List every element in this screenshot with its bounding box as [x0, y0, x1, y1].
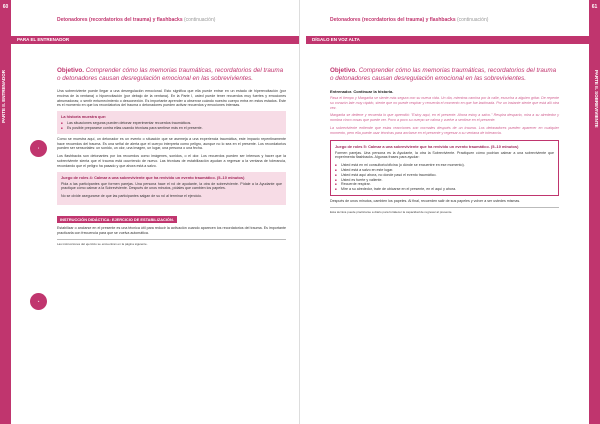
- right-running-head: [330, 17, 488, 23]
- right-closing: Después de unos minutos, cambien los papeles. Al final, recuerden salir de sus papeles y volver a ser ustedes mismas.: [330, 198, 521, 203]
- right-phrase-item: ■ Mire a su alrededor, trate de ubicarse en el presente, en el aquí y ahora.: [335, 187, 554, 192]
- left-practice-time: (5–10 minutos): [216, 174, 245, 180]
- right-story-1: Pasa el tiempo y Margarita se siente más segura con su nueva vida. Un día, mientras camina por la calle, escucha a alguien gritar. De repente su corazón late muy rápido, siente que no puede respirar y recuerda el momento en que fue lastimada. Por un instante siente que está allí otra vez.: [330, 96, 559, 110]
- right-running-title: Detonadores (recordatorios del trauma) y flashbacks: [330, 17, 456, 23]
- left-section-tab: [0, 0, 11, 424]
- left-page-number: 60: [2, 4, 9, 10]
- left-objective-label: Objetivo.: [57, 67, 84, 74]
- left-history-item: ■ Es posible prepararse contra ellas usando técnicas para sentirse más en el presente.: [61, 126, 282, 131]
- left-paragraph-3: Los flashbacks son detonantes por los recuerdos como imágenes, sonidos, o el olor. Los recuerdos pueden ser intensos y hacer que la sobreviviente sienta que el trauma está ocurriendo de nuevo. Las técnicas de estabilización ayudan a regresar a la ventana de tolerancia, recordando que el peligro ha pasado y que ahora está a salvo.: [57, 154, 286, 168]
- right-story-3: La sobreviviente entiende que estas reacciones son normales después de un trauma. Los detonadores pueden aparecer en cualquier momento, pero ella puede usar técnicas para anclarse en el presente y regresar a su ventana de tolerancia.: [330, 125, 559, 135]
- left-paragraph-4: Estabilizar o anclarse en el presente es una técnica útil para reducir la activación cuando aparecen los recordatorios del trauma. Es importante practicarla con frecuencia para que se vuelva automática.: [57, 225, 286, 235]
- left-practice-note: No se olvide asegurarse de que las participantes salgan de su rol al terminar el ejercicio.: [61, 194, 203, 199]
- left-practice-box: [57, 172, 286, 205]
- right-practice-title: [335, 144, 554, 149]
- left-history-box: [57, 111, 286, 134]
- right-column: [330, 67, 559, 214]
- left-practice-text: Pida a las participantes que formen parejas. Una persona hace el rol de ayudante, la otra de sobreviviente. Pídale a la Ayudante que practique cómo calmar a la Sobreviviente. Después de unos minutos, pídales que cambien los papeles.: [61, 181, 282, 191]
- right-story-2: Margarita se detiene y recuerda lo que aprendió: "Estoy aquí, en el presente. Ahora estoy a salvo." Respira despacio, mira a su alrededor y nombra cinco cosas que puede ver. Poco a poco su cuerpo se calma y vuelve a sentirse en el presente.: [330, 113, 559, 123]
- right-footnote: Esta técnica puede practicarse a diario para fortalecer la capacidad de regresar al presente.: [330, 207, 559, 214]
- left-paragraph-1: Una sobreviviente puede llegar a una desregulación emocional. Esto significa que ella puede entrar en un estado de hiperexcitación (por encima de la ventana) o hipoexcitación (por debajo de la ventana). En la Parte I, usted puede tener recuerdos muy fuertes y emociones abrumadoras; o sentir entumecimiento o desconexión. Es importante aprender a observar cuándo nuestro cuerpo entra en estos estados. Este es el momento en que los recordatorios del trauma o detonadores pueden activar recuerdos y emociones intensas.: [57, 89, 286, 108]
- left-objective: [57, 67, 286, 83]
- left-running-head: [57, 17, 215, 23]
- right-page: [300, 0, 600, 424]
- right-phrase-item: ■ Usted está aquí ahora, no donde pasó el evento traumático.: [335, 173, 554, 178]
- right-tab-label: PARTE II. SOBREVIVIENTE: [594, 70, 599, 128]
- right-practice-title-text: Juego de roles 5: Calmar a una sobreviviente que ha revivido un evento traumático.: [335, 143, 490, 149]
- right-practice-text: Formen parejas. Una persona es la Ayudante, la otra la Sobreviviente. Practiquen cómo podrían calmar a una sobreviviente que experimenta flashbacks. Algunas frases para ayudar:: [335, 150, 554, 160]
- left-footnote: Las instrucciones del ejercicio se encuentran en la página siguiente.: [57, 239, 286, 246]
- left-practice-title: [61, 175, 282, 180]
- left-running-title: Detonadores (recordatorios del trauma) y flashbacks: [57, 17, 183, 23]
- right-running-sub: (continuación): [456, 17, 489, 23]
- left-column: [57, 67, 286, 246]
- right-section-tab: [589, 0, 600, 424]
- right-phrase-item: ■ Recuerde respirar.: [335, 182, 554, 187]
- right-phrase-item: ■ Usted está en mi consultorio/oficina (o dónde se encuentre en ese momento).: [335, 163, 554, 168]
- left-history-item: ■ Las situaciones seguras pueden detonar experimentar recuerdos traumáticos.: [61, 121, 282, 126]
- right-lead: Entrenador. Continuar la historia.: [330, 89, 394, 94]
- right-practice-time: (5–10 minutos): [490, 143, 519, 149]
- left-section-band: PARA EL ENTRENADOR: [11, 36, 300, 44]
- left-info-badge-icon: i: [30, 140, 47, 157]
- right-objective-text: Comprender cómo las memorias traumáticas, recordatorios del trauma o detonadores causan desregulación emocional en las sobrevivientes.: [330, 67, 557, 82]
- left-running-sub: (continuación): [183, 17, 216, 23]
- right-objective-label: Objetivo.: [330, 67, 357, 74]
- right-phrase-item: ■ Usted está a salvo en este lugar.: [335, 168, 554, 173]
- left-practice-title-text: Juego de roles 4: Calmar a una sobreviviente que ha revivido un evento traumático.: [61, 174, 216, 180]
- left-history-box-title: La historia muestra que:: [61, 114, 107, 120]
- right-page-number: 61: [591, 4, 598, 10]
- right-objective: [330, 67, 559, 83]
- right-phrase-item: ■ Usted es fuerte y valiente.: [335, 178, 554, 183]
- right-practice-box: [330, 140, 559, 196]
- left-instruction-label: INSTRUCCIÓN DIDÁCTICA: EJERCICIO DE ESTABILIZACIÓN.: [57, 216, 177, 223]
- left-tab-label: PARTE II. ENTRENADOR: [1, 70, 6, 123]
- left-objective-text: Comprender cómo las memorias traumáticas, recordatorios del trauma o detonadores causan desregulación emocional en las sobrevivientes.: [57, 67, 284, 82]
- left-practice-badge-icon: »: [30, 293, 47, 310]
- right-section-band: DÍGALO EN VOZ ALTA: [306, 36, 589, 44]
- left-paragraph-2: Como se muestra aquí, un detonador es un evento o situación que se asemeja a una experiencia traumática, este impacto repentinamente hace recuerdos del trauma. Es una señal de alerta que el cuerpo interpreta como peligro, aunque no lo sea en el presente. Los recordatorios pueden ser sensoriales: un sonido, un olor, una imagen, un lugar, una persona o una fecha.: [57, 136, 286, 151]
